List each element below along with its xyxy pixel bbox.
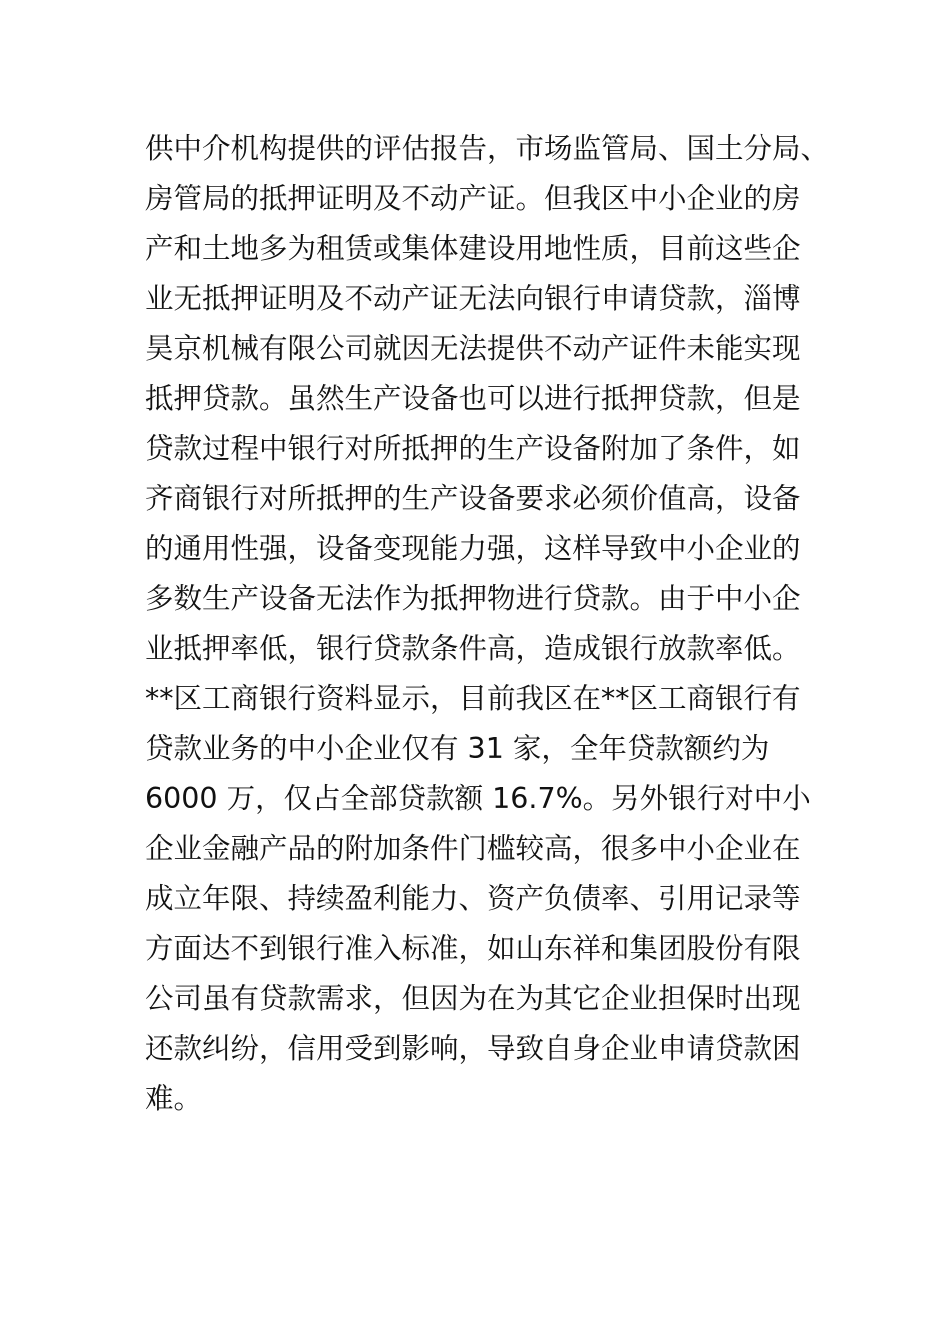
text-line: 的通用性强，设备变现能力强，这样导致中小企业的 — [145, 532, 801, 565]
text-line: 企业金融产品的附加条件门槛较高，很多中小企业在 — [145, 832, 801, 865]
text-line: 难。 — [145, 1082, 203, 1115]
text-line: 业抵押率低，银行贷款条件高，造成银行放款率低。 — [145, 632, 801, 665]
text-line: **区工商银行资料显示，目前我区在**区工商银行有 — [145, 682, 801, 715]
body-paragraph — [145, 124, 830, 1124]
text-line: 贷款业务的中小企业仅有 31 家，全年贷款额约为 — [145, 732, 770, 765]
text-line: 抵押贷款。虽然生产设备也可以进行抵押贷款，但是 — [145, 382, 801, 415]
text-line: 成立年限、持续盈利能力、资产负债率、引用记录等 — [145, 882, 801, 915]
text-line: 产和土地多为租赁或集体建设用地性质，目前这些企 — [145, 232, 801, 265]
text-line: 公司虽有贷款需求，但因为在为其它企业担保时出现 — [145, 982, 801, 1015]
text-line: 6000 万，仅占全部贷款额 16.7%。另外银行对中小 — [145, 782, 811, 815]
text-line: 齐商银行对所抵押的生产设备要求必须价值高，设备 — [145, 482, 801, 515]
text-line: 昊京机械有限公司就因无法提供不动产证件未能实现 — [145, 332, 801, 365]
text-line: 业无抵押证明及不动产证无法向银行申请贷款，淄博 — [145, 282, 801, 315]
text-line: 贷款过程中银行对所抵押的生产设备附加了条件，如 — [145, 432, 801, 465]
text-line: 供中介机构提供的评估报告，市场监管局、国土分局、 — [145, 132, 830, 165]
text-line: 房管局的抵押证明及不动产证。但我区中小企业的房 — [145, 182, 801, 215]
text-line: 多数生产设备无法作为抵押物进行贷款。由于中小企 — [145, 582, 801, 615]
text-line: 还款纠纷，信用受到影响，导致自身企业申请贷款困 — [145, 1032, 801, 1065]
text-line: 方面达不到银行准入标准，如山东祥和集团股份有限 — [145, 932, 801, 965]
